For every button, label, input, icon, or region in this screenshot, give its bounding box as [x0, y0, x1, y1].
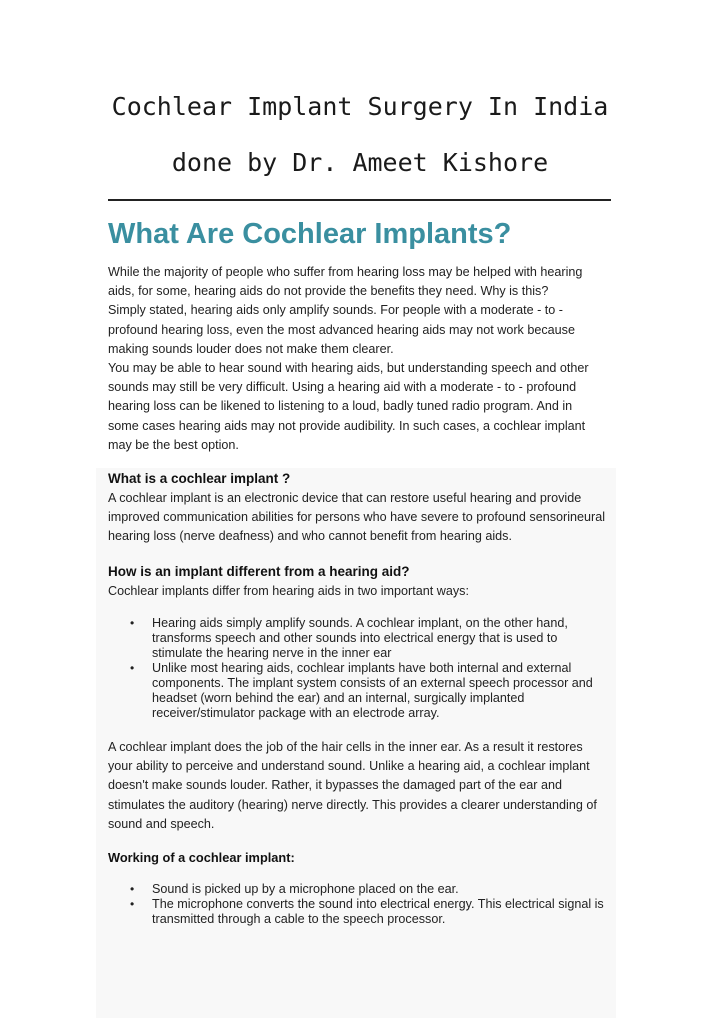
text-line: Sound is picked up by a microphone placed on the ear.: [152, 882, 459, 896]
text-line: sounds may still be very difficult. Using a hearing aid with a moderate - to - profound: [108, 380, 577, 395]
text-line: Hearing aids simply amplify sounds. A cochlear implant, on the other hand,: [152, 616, 568, 630]
what-is-paragraph: [108, 489, 618, 547]
text-line: Simply stated, hearing aids only amplify sounds. For people with a moderate - to -: [108, 303, 563, 318]
bullet-glyph: •: [130, 661, 135, 675]
text-line: The microphone converts the sound into electrical energy. This electrical signal is: [152, 897, 604, 911]
text-line: While the majority of people who suffer from hearing loss may be helped with hearing: [108, 265, 583, 279]
list-item: [108, 897, 618, 927]
text-line: A cochlear implant does the job of the hair cells in the inner ear. As a result it restores: [108, 740, 583, 754]
text-line: hearing loss (nerve deafness) and who cannot benefit from hearing aids.: [108, 529, 512, 544]
text-line: components. The implant system consists of an external speech processor and: [152, 676, 593, 690]
title-divider: [108, 199, 611, 201]
list-item: [108, 882, 618, 897]
text-line: hearing loss can be likened to listening to a loud, badly tuned radio program. And in: [108, 399, 573, 414]
text-line: stimulate the hearing nerve in the inner ear: [152, 646, 392, 660]
text-line: stimulates the auditory (hearing) nerve directly. This provides a clearer understanding of: [108, 797, 597, 812]
text-line: headset (worn behind the ear) and an internal, surgically implanted: [152, 691, 525, 705]
text-line: receiver/stimulator package with an electrode array.: [152, 706, 440, 720]
list-item: [108, 616, 618, 661]
list-item: [108, 661, 618, 721]
main-heading: What Are Cochlear Implants?: [108, 218, 512, 250]
text-line: doesn't make sounds louder. Rather, it bypasses the damaged part of the ear and: [108, 778, 562, 793]
document-title-line-2: done by Dr. Ameet Kishore: [171, 148, 549, 177]
text-line: may be the best option.: [108, 437, 239, 452]
text-line: profound hearing loss, even the most advanced hearing aids may not work because: [108, 322, 575, 337]
text-line: aids, for some, hearing aids do not provide the benefits they need. Why is this?: [108, 284, 549, 299]
text-line: making sounds louder does not make them clearer.: [108, 341, 394, 356]
document-title-line-1: Cochlear Implant Surgery In India: [111, 92, 609, 121]
hair-cells-paragraph: [108, 738, 618, 834]
text-line: improved communication abilities for persons who have severe to profound sensorineural: [108, 510, 606, 525]
text-line: your ability to perceive and understand sound. Unlike a hearing aid, a cochlear implant: [108, 759, 590, 774]
text-line: You may be able to hear sound with hearing aids, but understanding speech and other: [108, 361, 589, 376]
text-line: transforms speech and other sounds into electrical energy that is used to: [152, 631, 558, 645]
intro-paragraph: [108, 263, 618, 455]
section-heading-what-is: What is a cochlear implant ?: [108, 471, 291, 486]
difference-intro: Cochlear implants differ from hearing aids in two important ways:: [108, 584, 469, 598]
working-bullet-list: [108, 882, 618, 927]
text-line: A cochlear implant is an electronic device that can restore useful hearing and provide: [108, 491, 582, 505]
bullet-glyph: •: [130, 897, 135, 911]
text-line: sound and speech.: [108, 816, 215, 831]
bullet-glyph: •: [130, 616, 135, 630]
text-line: transmitted through a cable to the speech processor.: [152, 912, 446, 926]
text-line: Unlike most hearing aids, cochlear implants have both internal and external: [152, 661, 572, 675]
section-heading-difference: How is an implant different from a hearing aid?: [108, 564, 410, 579]
difference-bullet-list: [108, 616, 618, 721]
text-line: some cases hearing aids may not provide audibility. In such cases, a cochlear implant: [108, 418, 586, 433]
bullet-glyph: •: [130, 882, 135, 896]
section-heading-working: Working of a cochlear implant:: [108, 850, 295, 865]
